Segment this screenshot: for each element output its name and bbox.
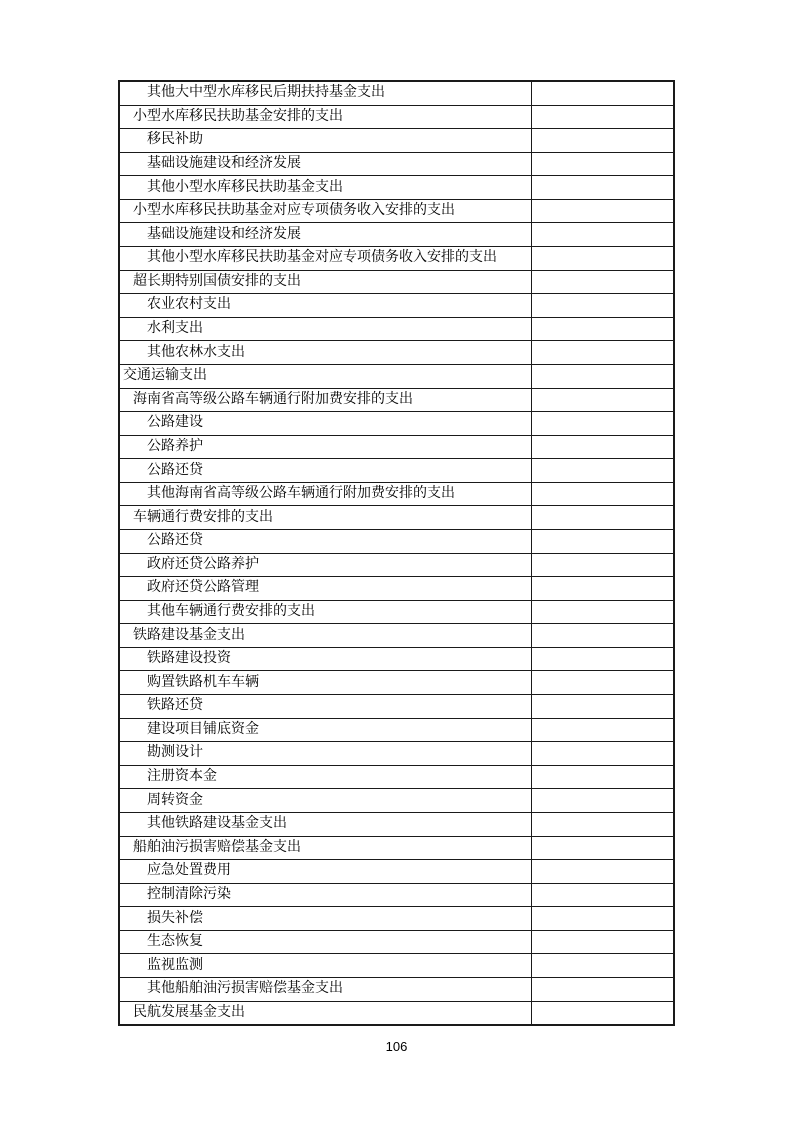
row-value-cell: [531, 671, 673, 694]
row-label: 其他小型水库移民扶助基金支出: [147, 179, 343, 195]
budget-table: [118, 80, 675, 1026]
row-value-cell: [531, 695, 673, 718]
row-label: 其他海南省高等级公路车辆通行附加费安排的支出: [147, 486, 455, 502]
table-row: [120, 623, 673, 647]
table-row: [120, 152, 673, 176]
table-row: [120, 977, 673, 1001]
row-label: 移民补助: [147, 132, 203, 148]
table-row: [120, 482, 673, 506]
table-row: [120, 175, 673, 199]
table-row: [120, 788, 673, 812]
row-label: 损失补偿: [147, 910, 203, 926]
row-label: 其他小型水库移民扶助基金对应专项债务收入安排的支出: [147, 250, 497, 266]
table-row: [120, 529, 673, 553]
row-label: 交通运输支出: [123, 368, 207, 384]
table-row: [120, 765, 673, 789]
table-row: [120, 694, 673, 718]
row-value-cell: [531, 931, 673, 954]
row-value-cell: [531, 789, 673, 812]
row-value-cell: [531, 106, 673, 129]
row-label: 基础设施建设和经济发展: [147, 226, 301, 242]
row-value-cell: [531, 813, 673, 836]
row-value-cell: [531, 719, 673, 742]
table-row: [120, 670, 673, 694]
table-row: [120, 553, 673, 577]
row-label: 勘测设计: [147, 745, 203, 761]
row-label: 小型水库移民扶助基金对应专项债务收入安排的支出: [133, 203, 455, 219]
table-row: [120, 600, 673, 624]
row-value-cell: [531, 176, 673, 199]
row-value-cell: [531, 601, 673, 624]
table-row: [120, 1001, 673, 1025]
row-label: 注册资本金: [147, 769, 217, 785]
row-value-cell: [531, 766, 673, 789]
row-value-cell: [531, 341, 673, 364]
row-label: 农业农村支出: [147, 297, 231, 313]
row-value-cell: [531, 907, 673, 930]
table-row: [120, 647, 673, 671]
row-label: 车辆通行费安排的支出: [133, 509, 273, 525]
row-label: 监视监测: [147, 957, 203, 973]
table-row: [120, 718, 673, 742]
row-value-cell: [531, 223, 673, 246]
row-label: 铁路建设投资: [147, 651, 231, 667]
row-label: 应急处置费用: [147, 863, 231, 879]
row-value-cell: [531, 554, 673, 577]
table-row: [120, 435, 673, 459]
table-row: [120, 82, 673, 105]
row-value-cell: [531, 577, 673, 600]
table-row: [120, 364, 673, 388]
row-value-cell: [531, 153, 673, 176]
table-row: [120, 128, 673, 152]
row-label: 购置铁路机车车辆: [147, 674, 259, 690]
table-row: [120, 270, 673, 294]
table-row: [120, 930, 673, 954]
table-row: [120, 293, 673, 317]
row-value-cell: [531, 884, 673, 907]
row-value-cell: [531, 624, 673, 647]
row-label: 公路养护: [147, 438, 203, 454]
table-row: [120, 458, 673, 482]
table-row: [120, 953, 673, 977]
row-value-cell: [531, 648, 673, 671]
row-label: 周转资金: [147, 792, 203, 808]
table-row: [120, 836, 673, 860]
row-label: 生态恢复: [147, 934, 203, 950]
row-value-cell: [531, 271, 673, 294]
row-value-cell: [531, 483, 673, 506]
row-value-cell: [531, 200, 673, 223]
row-value-cell: [531, 954, 673, 977]
row-value-cell: [531, 389, 673, 412]
row-label: 海南省高等级公路车辆通行附加费安排的支出: [133, 391, 413, 407]
page-number: 106: [385, 1039, 408, 1054]
table-row: [120, 859, 673, 883]
row-label: 基础设施建设和经济发展: [147, 156, 301, 172]
row-label: 小型水库移民扶助基金安排的支出: [133, 108, 343, 124]
row-label: 其他农林水支出: [147, 344, 245, 360]
row-value-cell: [531, 82, 673, 105]
row-value-cell: [531, 318, 673, 341]
table-row: [120, 906, 673, 930]
row-label: 公路还贷: [147, 462, 203, 478]
row-value-cell: [531, 860, 673, 883]
row-value-cell: [531, 459, 673, 482]
row-label: 铁路还贷: [147, 698, 203, 714]
row-value-cell: [531, 742, 673, 765]
row-value-cell: [531, 530, 673, 553]
row-value-cell: [531, 1002, 673, 1025]
row-label: 水利支出: [147, 321, 203, 337]
row-label: 政府还贷公路养护: [147, 556, 259, 572]
table-row: [120, 505, 673, 529]
row-label: 民航发展基金支出: [133, 1004, 245, 1020]
table-row: [120, 411, 673, 435]
row-label: 政府还贷公路管理: [147, 580, 259, 596]
table-row: [120, 883, 673, 907]
table-row: [120, 340, 673, 364]
row-value-cell: [531, 365, 673, 388]
table-row: [120, 576, 673, 600]
row-label: 其他铁路建设基金支出: [147, 816, 287, 832]
row-label: 船舶油污损害赔偿基金支出: [133, 839, 301, 855]
row-value-cell: [531, 506, 673, 529]
table-row: [120, 812, 673, 836]
row-value-cell: [531, 837, 673, 860]
table-row: [120, 317, 673, 341]
row-label: 超长期特别国债安排的支出: [133, 273, 301, 289]
table-row: [120, 388, 673, 412]
row-value-cell: [531, 978, 673, 1001]
row-label: 公路还贷: [147, 533, 203, 549]
row-label: 其他船舶油污损害赔偿基金支出: [147, 981, 343, 997]
row-value-cell: [531, 294, 673, 317]
row-value-cell: [531, 436, 673, 459]
row-label: 建设项目铺底资金: [147, 721, 259, 737]
row-label: 其他车辆通行费安排的支出: [147, 604, 315, 619]
row-label: 其他大中型水库移民后期扶持基金支出: [147, 85, 385, 101]
table-row: [120, 246, 673, 270]
row-label: 公路建设: [147, 415, 203, 431]
row-value-cell: [531, 412, 673, 435]
row-value-cell: [531, 129, 673, 152]
row-label: 控制清除污染: [147, 886, 231, 902]
table-row: [120, 199, 673, 223]
table-row: [120, 222, 673, 246]
table-row: [120, 741, 673, 765]
table-row: [120, 105, 673, 129]
row-value-cell: [531, 247, 673, 270]
row-label: 铁路建设基金支出: [133, 627, 245, 643]
